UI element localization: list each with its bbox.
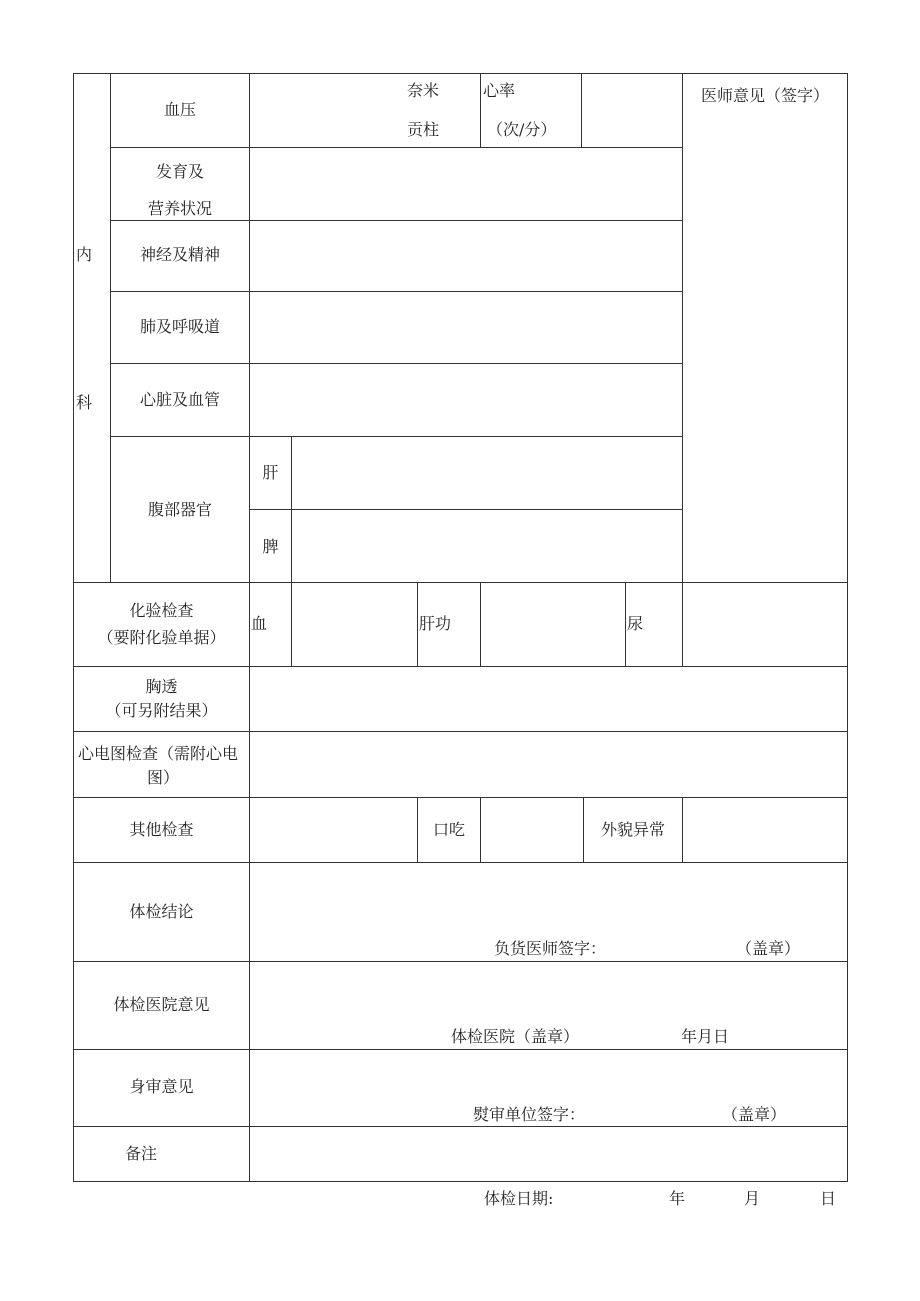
heart-rate-label: 心率 — [483, 81, 516, 100]
blood-pressure-label: 血压 — [163, 100, 196, 119]
heart-rate-unit: （次/分） — [487, 120, 557, 139]
hospital-opinion-label: 体检医院意见 — [113, 995, 210, 1014]
ecg-label-2: 图） — [147, 768, 180, 787]
abdomen-label: 腹部器官 — [147, 500, 212, 519]
lab-label-2: （要附化验单据） — [97, 628, 226, 647]
stutter-label: 口吃 — [432, 820, 465, 839]
ecg-label-1: 心电图检查（需附心电 — [78, 744, 239, 763]
exam-date-month: 月 — [744, 1189, 761, 1208]
side-label-nei: 内 — [76, 245, 93, 264]
appearance-label: 外貌异常 — [600, 820, 665, 839]
heart-rate-field[interactable] — [583, 76, 680, 144]
exam-date-year: 年 — [669, 1189, 686, 1208]
liver-label: 肝 — [262, 463, 279, 482]
review-signature-label: 熨审单位签字： — [473, 1105, 586, 1124]
bp-unit-2: 贡柱 — [407, 120, 440, 139]
lab-label-1: 化验检查 — [129, 601, 194, 620]
other-label: 其他检查 — [129, 820, 194, 839]
review-label: 身审意见 — [129, 1077, 194, 1096]
remarks-label: 备注 — [124, 1144, 157, 1163]
lab-blood-label: 血 — [251, 614, 268, 633]
conclusion-signature-label: 负货医师签字： — [494, 939, 607, 958]
review-seal-label: （盖章） — [722, 1105, 787, 1124]
bp-unit-1: 奈米 — [407, 81, 440, 100]
chest-label-2: （可另附结果） — [105, 701, 218, 720]
exam-date-label: 体检日期: — [484, 1189, 554, 1208]
bp-value-field[interactable] — [252, 76, 402, 144]
heart-label: 心脏及血管 — [139, 390, 220, 409]
hospital-date-label: 年月日 — [681, 1027, 730, 1046]
lab-liver-function-label: 肝功 — [419, 614, 452, 633]
side-label-ke: 科 — [76, 393, 93, 412]
conclusion-label: 体检结论 — [129, 902, 194, 921]
development-label-1: 发育及 — [155, 162, 204, 181]
chest-label-1: 胸透 — [145, 677, 178, 696]
nerve-label: 神经及精神 — [139, 245, 220, 264]
spleen-label: 脾 — [262, 537, 279, 556]
doctor-opinion-label: 医师意见（签字） — [701, 86, 830, 105]
lung-label: 肺及呼吸道 — [139, 317, 220, 336]
conclusion-seal-label: （盖章） — [736, 939, 801, 958]
development-label-2: 营养状况 — [147, 199, 212, 218]
hospital-seal-label: 体检医院（盖章） — [451, 1027, 580, 1046]
exam-date-day: 日 — [820, 1189, 837, 1208]
lab-urine-label: 尿 — [627, 614, 644, 633]
